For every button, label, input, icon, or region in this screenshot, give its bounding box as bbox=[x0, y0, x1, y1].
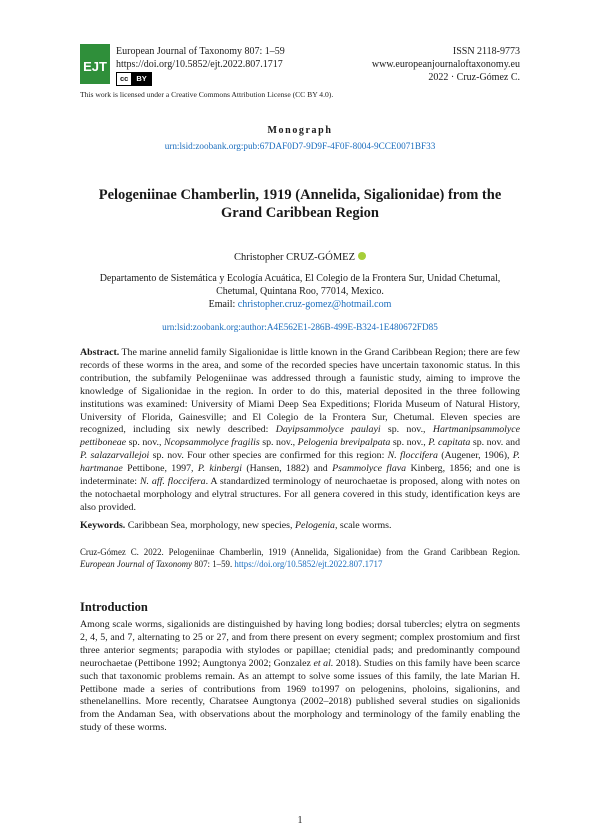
how-to-cite: Cruz-Gómez C. 2022. Pelogeniinae Chamberlin, 1919 (Annelida, Sigalionidae) from the Grand Caribbean Region. European Journal of Taxonomy 807: 1–59. https://doi.org/10.5852/ejt.2022.807.1717 bbox=[80, 547, 520, 569]
journal-issn: ISSN 2118-9773 bbox=[452, 46, 520, 57]
article-type: Monograph bbox=[267, 125, 333, 136]
abstract: Abstract. The marine annelid family Sigalionidae is little known in the Grand Caribbean Region; there are few records of these worms in the area, and some of the recorded species have uncertain taxonomic status. In this contribution, the subfamily Pelogeniinae was addressed through a faunistic study, aiming to improve the knowledge of Sigalionidae in the region. In order to do this, material deposited in the three following institutions was examined: University of Miami Deep Sea Expeditions; Florida Museum of Natural History, University of Florida, Gainesville; and El Colegio de la Frontera Sur, Chetumal. Eleven species are recognized, including six newly described: Dayipsammolyce paulayi sp. nov., Hartmanipsammolyce pettiboneae sp. nov., Ncopsammolyce fragilis sp. nov., Pelogenia brevipalpata sp. nov., P. capitata sp. nov. and P. salazarvallejoi sp. nov. Four other species are confirmed for this region: N. floccifera (Augener, 1906), P. hartmanae Pettibone, 1997, P. kinbergi (Hansen, 1882) and Psammolyce flava Kinberg, 1856; and one is indeterminate: N. aff. floccifera. A standardized terminology of neurochaetae is proposed, along with notes on the notochaetal morphology and elytral structures. For all genera covered in this study, identification keys are also provided. bbox=[80, 347, 521, 513]
keywords: Keywords. Caribbean Sea, morphology, new species, Pelogenia, scale worms. bbox=[80, 520, 392, 531]
abstract-label: Abstract. bbox=[80, 347, 120, 358]
journal-doi[interactable]: https://doi.org/10.5852/ejt.2022.807.1717 bbox=[116, 59, 283, 70]
page-number: 1 bbox=[297, 815, 303, 826]
section-heading-introduction: Introduction bbox=[80, 600, 148, 614]
introduction-paragraph: Among scale worms, sigalionids are distinguished by having long bodies; dorsal tubercles; elytra on segments 2, 4, 5, and 7, alternating to 25 or 27, and from there present on every segment; complex prostomium and first three anterior segments; parapodia with stylodes or papillae; ctenidial pads; and predominantly compound neurochaetae (Pettibone 1992; Aungtonya 2002; Gonzalez et al. 2018). Studies on this family have been scarce such that taxonomic problems remain. As an attempt to solve some issues of this family, the late Marian H. Pettibone made a series of contributions from 1969 to1997 on pelogenins, pholoins, sigalionins, and sthenelanellins. More recently, Charatsee Aungtonya (2002–2018) published several studies on sigalionids from the Andaman Sea, with observations about the morphology and terminology of the family enabling the study of these worms. bbox=[80, 619, 521, 734]
author-lsid[interactable]: urn:lsid:zoobank.org:author:A4E562E1-286B-499E-B324-1E480672FD85 bbox=[162, 322, 438, 332]
journal-header-right bbox=[372, 45, 520, 84]
journal-header-left bbox=[116, 45, 285, 86]
year-author: 2022 · Cruz-Gómez C. bbox=[428, 72, 520, 83]
affiliation: Departamento de Sistemática y Ecología Acuática, El Colegio de la Frontera Sur, Unidad Chetumal, Chetumal, Quintana Roo, 77014, Mexico. Email: christopher.cruz-gomez@hotmail.com bbox=[80, 272, 520, 311]
author-name: Christopher CRUZ-GÓMEZ bbox=[233, 252, 356, 263]
article-lsid[interactable]: urn:lsid:zoobank.org:pub:67DAF0D7-9D9F-4F0F-8004-9CCE0071BF33 bbox=[164, 141, 436, 151]
keywords-label: Keywords. bbox=[80, 520, 126, 531]
email-line: Email: christopher.cruz-gomez@hotmail.com bbox=[208, 299, 392, 310]
ejt-logo bbox=[80, 44, 110, 84]
citation-doi-link[interactable]: https://doi.org/10.5852/ejt.2022.807.1717 bbox=[234, 559, 383, 569]
article-title: Pelogeniinae Chamberlin, 1919 (Annelida, Sigalionidae) from the Grand Caribbean Region bbox=[98, 187, 502, 221]
license-text: This work is licensed under a Creative Commons Attribution License (CC BY 4.0). bbox=[80, 90, 334, 99]
author-line bbox=[80, 252, 520, 263]
cc-by-badge[interactable]: cc BY bbox=[116, 72, 152, 86]
ejt-logo-text: EJT bbox=[83, 59, 107, 74]
journal-website[interactable]: www.europeanjournaloftaxonomy.eu bbox=[371, 59, 520, 70]
orcid-icon[interactable] bbox=[358, 252, 366, 260]
journal-citation: European Journal of Taxonomy 807: 1–59 bbox=[116, 46, 285, 57]
email-link[interactable]: christopher.cruz-gomez@hotmail.com bbox=[237, 299, 392, 310]
